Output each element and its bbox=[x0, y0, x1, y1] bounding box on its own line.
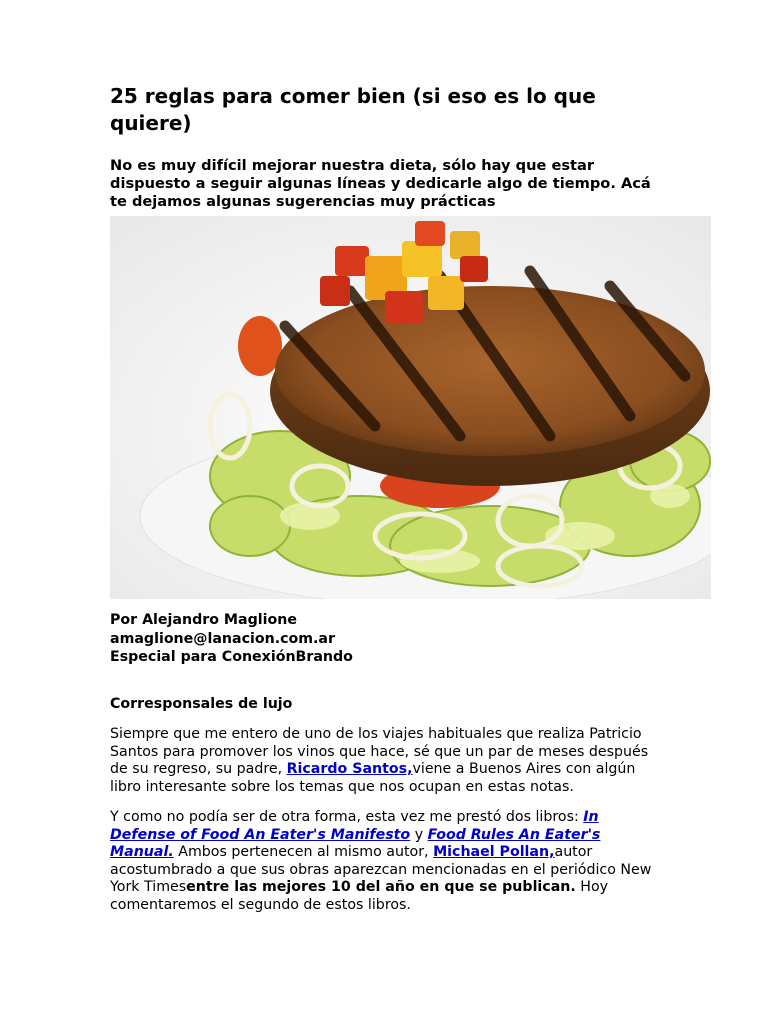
article-lead: No es muy difícil mejorar nuestra dieta, sólo hay que estar dispuesto a seguir algunas líneas y dedicarle algo de tiempo. Acá te dejamos algunas sugerencias muy prácticas bbox=[110, 157, 651, 210]
paragraph-2-text-c: autor acostumbrado a que sus obras aparezcan mencionadas en el periódico New York Times bbox=[110, 844, 652, 895]
byline-outlet: Especial para ConexiónBrando bbox=[110, 649, 353, 665]
burger-photo bbox=[110, 216, 711, 599]
paragraph-2-text-d: Hoy comentaremos el segundo de estos libros. bbox=[110, 879, 609, 913]
article-title: 25 reglas para comer bien (si eso es lo que quiere) bbox=[110, 84, 596, 135]
link-michael-pollan[interactable]: Michael Pollan, bbox=[433, 844, 555, 860]
paragraph-2-text-b: Ambos pertenecen al mismo autor, bbox=[173, 844, 434, 860]
byline-author: Por Alejandro Maglione bbox=[110, 612, 297, 628]
paragraph-2 bbox=[110, 809, 658, 914]
paragraph-1-text-b: viene a Buenos Aires con algún libro interesante sobre los temas que nos ocupan en estas notas. bbox=[110, 761, 636, 795]
link-book-in-defense-of-food[interactable]: In Defense of Food An Eater's Manifesto bbox=[110, 809, 599, 843]
byline bbox=[110, 611, 670, 667]
section-title: Corresponsales de lujo bbox=[110, 696, 293, 712]
paragraph-1-text-a: Siempre que me entero de uno de los viajes habituales que realiza Patricio Santos para promover los vinos que hace, sé que un par de meses después de su regreso, su padre, bbox=[110, 726, 649, 777]
link-ricardo-santos[interactable]: Ricardo Santos, bbox=[286, 761, 413, 777]
paragraph-2-bold-text: entre las mejores 10 del año en que se publican. bbox=[186, 879, 576, 895]
byline-email: amaglione@lanacion.com.ar bbox=[110, 630, 335, 647]
paragraph-2-text-y: y bbox=[410, 826, 428, 843]
article-header bbox=[110, 83, 655, 211]
link-book-food-rules[interactable]: Food Rules An Eater's Manual. bbox=[110, 826, 601, 860]
paragraph-2-text-a: Y como no podía ser de otra forma, esta vez me prestó dos libros: bbox=[110, 809, 584, 825]
paragraph-1 bbox=[110, 726, 658, 796]
